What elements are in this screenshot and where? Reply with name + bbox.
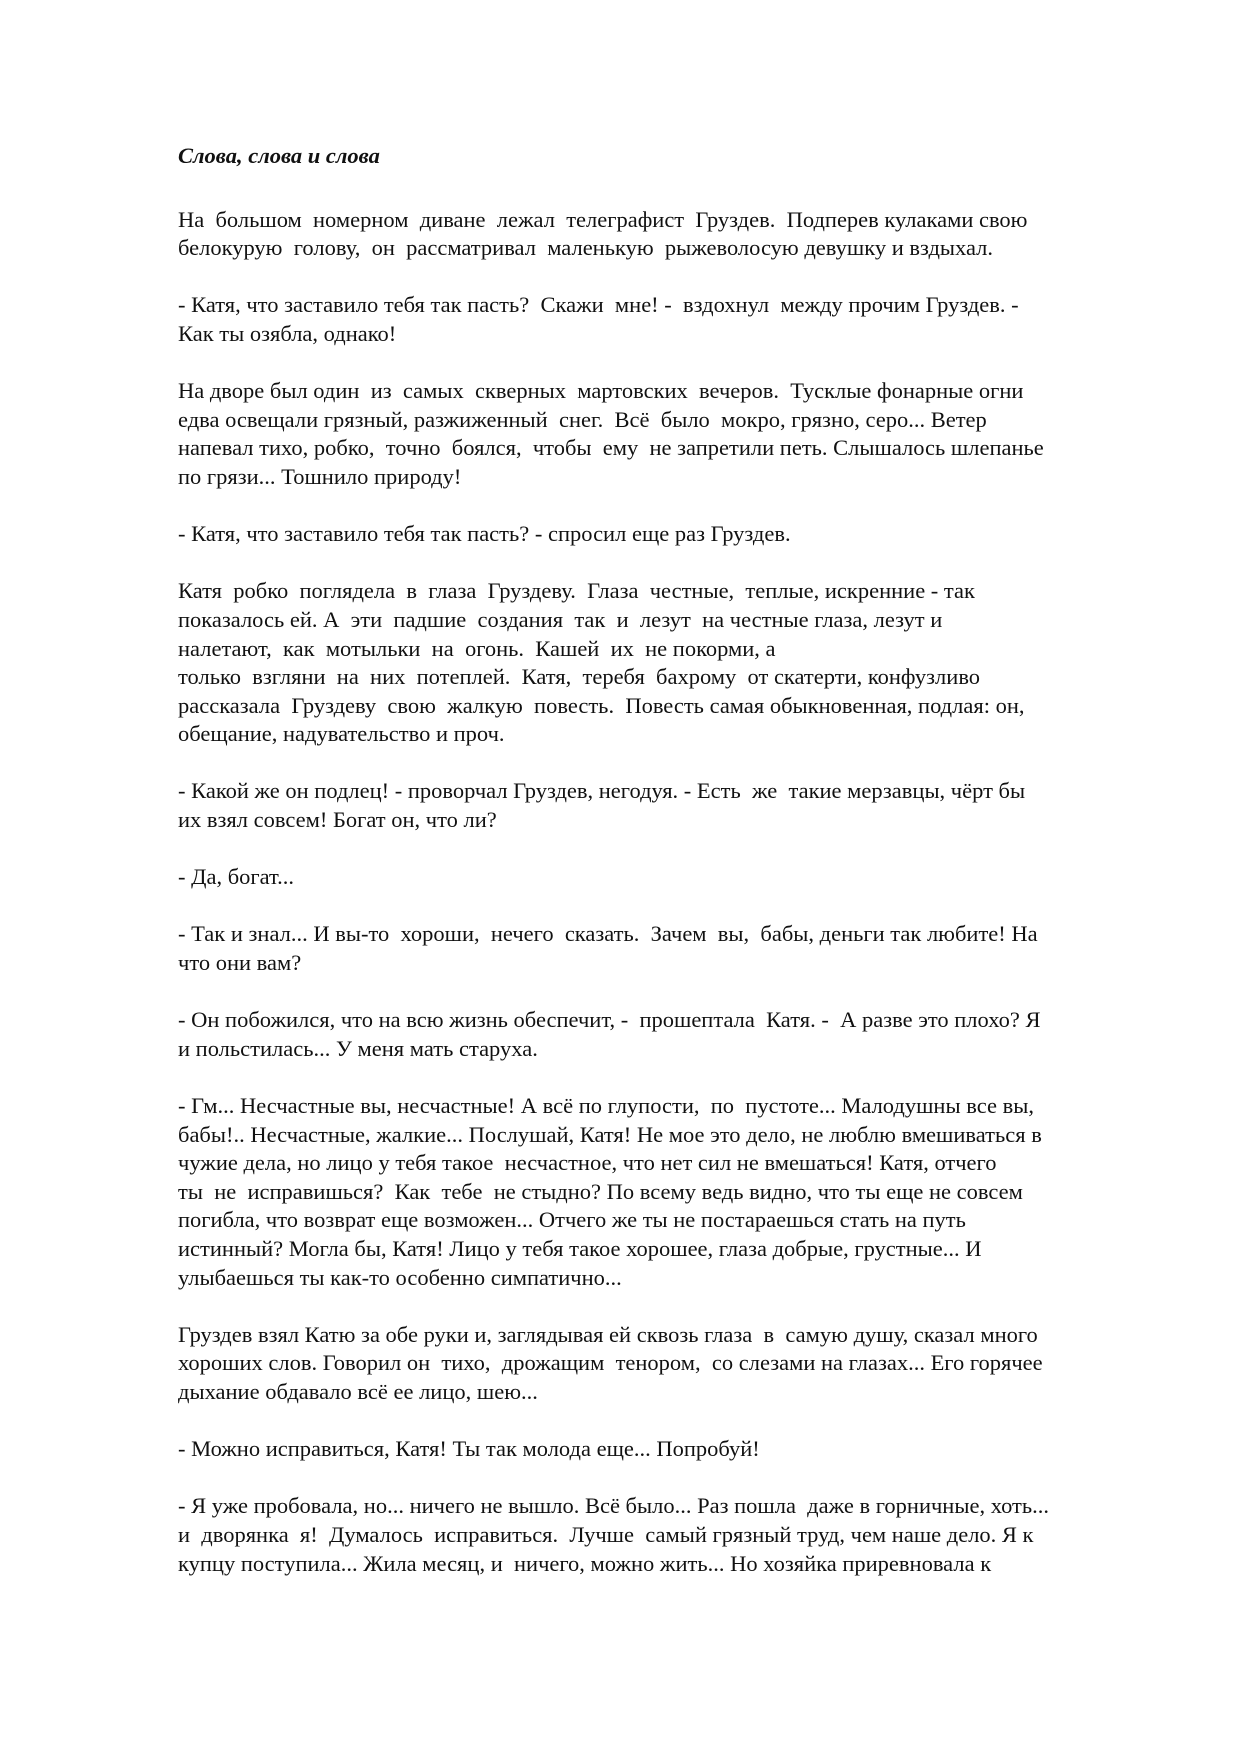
paragraph-list [178, 206, 1168, 1579]
text-line: и дворянка я! Думалось исправиться. Лучше самый грязный труд, чем наше дело. Я к [178, 1521, 1034, 1547]
text-line: погибла, что возврат еще возможен... Отчего же ты не постараешься стать на путь [178, 1207, 966, 1233]
text-line: Катя робко поглядела в глаза Груздеву. Глаза честные, теплые, искренние - так [178, 578, 975, 604]
text-line: ты не исправишься? Как тебе не стыдно? По всему ведь видно, что ты еще не совсем [178, 1178, 1023, 1204]
paragraph [178, 1321, 1168, 1407]
text-line: купцу поступила... Жила месяц, и ничего, можно жить... Но хозяйка приревновала к [178, 1550, 992, 1576]
text-line: напевал тихо, робко, точно боялся, чтобы ему не запретили петь. Слышалось шлепанье [178, 435, 1044, 461]
text-line: - Он побожился, что на всю жизнь обеспечит, - прошептала Катя. - А разве это плохо? Я [178, 1007, 1041, 1033]
text-line: только взгляни на них потеплей. Катя, теребя бахрому от скатерти, конфузливо [178, 664, 981, 690]
text-line: - Гм... Несчастные вы, несчастные! А всё по глупости, по пустоте... Малодушны все вы, [178, 1093, 1034, 1118]
text-line: На большом номерном диване лежал телеграфист Груздев. Подперев кулаками свою [178, 206, 1028, 232]
text-line: - Можно исправиться, Катя! Ты так молода еще... Попробуй! [178, 1436, 760, 1462]
text-line: - Да, богат... [178, 864, 295, 890]
text-line: едва освещали грязный, разжиженный снег. Всё было мокро, грязно, серо... Ветер [178, 406, 987, 432]
text-line: их взял совсем! Богат он, что ли? [178, 807, 497, 833]
paragraph [178, 1435, 1168, 1464]
paragraph [178, 920, 1168, 977]
text-line: налетают, как мотыльки на огонь. Кашей их не покорми, а [178, 635, 776, 661]
text-line: по грязи... Тошнило природу! [178, 463, 462, 489]
text-line: рассказала Груздеву свою жалкую повесть. Повесть самая обыкновенная, подлая: он, [178, 692, 1025, 718]
text-line: - Катя, что заставило тебя так пасть? Скажи мне! - вздохнул между прочим Груздев. - [178, 292, 1019, 318]
paragraph [178, 291, 1168, 348]
story-title: Слова, слова и слова [178, 143, 380, 168]
text-line: - Я уже пробовала, но... ничего не вышло. Всё было... Раз пошла даже в горничные, хоть... [178, 1493, 1050, 1519]
text-line: истинный? Могла бы, Катя! Лицо у тебя такое хорошее, глаза добрые, грустные... И [178, 1235, 982, 1261]
text-line: чужие дела, но лицо у тебя такое несчастное, что нет сил не вмешаться! Катя, отчего [178, 1150, 997, 1176]
text-line: улыбаешься ты как-то особенно симпатично... [178, 1264, 622, 1290]
document-body [178, 142, 1168, 1607]
paragraph [178, 577, 1168, 749]
text-line: Груздев взял Катю за обе руки и, заглядывая ей сквозь глаза в самую душу, сказал много [178, 1321, 1038, 1347]
text-line: Как ты озябла, однако! [178, 320, 397, 346]
paragraph [178, 1006, 1168, 1063]
paragraph [178, 777, 1168, 834]
text-line: На дворе был один из самых скверных мартовских вечеров. Тусклые фонарные огни [178, 378, 1024, 404]
paragraph [178, 1492, 1168, 1578]
text-line: бабы!.. Несчастные, жалкие... Послушай, Катя! Не мое это дело, не люблю вмешиваться в [178, 1121, 1042, 1147]
text-line: белокурую голову, он рассматривал маленькую рыжеволосую девушку и вздыхал. [178, 235, 994, 261]
text-line: и польстилась... У меня мать старуха. [178, 1035, 538, 1061]
text-line: дыхание обдавало всё ее лицо, шею... [178, 1378, 538, 1404]
paragraph [178, 1092, 1168, 1292]
paragraph [178, 863, 1168, 892]
text-line: - Какой же он подлец! - проворчал Груздев, негодуя. - Есть же такие мерзавцы, чёрт бы [178, 778, 1026, 804]
text-line: показалось ей. А эти падшие создания так и лезут на честные глаза, лезут и [178, 606, 943, 632]
text-line: хороших слов. Говорил он тихо, дрожащим тенором, со слезами на глазах... Его горячее [178, 1350, 1043, 1376]
text-line: - Так и знал... И вы-то хороши, нечего сказать. Зачем вы, бабы, деньги так любите! На [178, 921, 1038, 947]
paragraph [178, 377, 1168, 491]
text-line: что они вам? [178, 950, 302, 976]
paragraph [178, 520, 1168, 549]
text-line: - Катя, что заставило тебя так пасть? - спросил еще раз Груздев. [178, 521, 791, 547]
text-line: обещание, надувательство и проч. [178, 721, 505, 747]
paragraph [178, 206, 1168, 263]
